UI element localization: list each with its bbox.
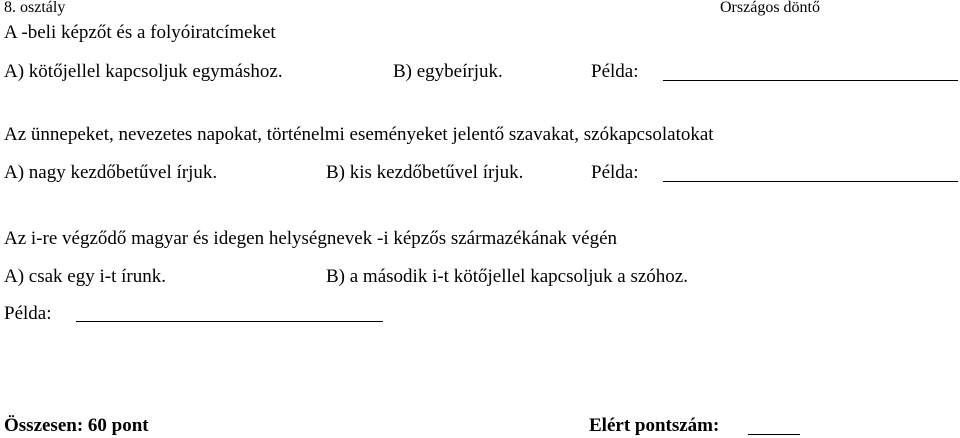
q2-example-blank[interactable] bbox=[663, 181, 958, 182]
q2-option-a: A) nagy kezdőbetűvel írjuk. bbox=[4, 162, 218, 183]
q3-example-blank[interactable] bbox=[76, 321, 383, 322]
q1-example-blank[interactable] bbox=[663, 80, 958, 81]
q3-title: Az i-re végződő magyar és idegen helységnevek -i képzős származékának végén bbox=[4, 228, 618, 249]
q1-example-label: Példa: bbox=[591, 61, 639, 82]
achieved-points-blank[interactable] bbox=[748, 434, 800, 435]
q3-option-b: B) a második i-t kötőjellel kapcsoljuk a szóhoz. bbox=[326, 266, 688, 287]
q3-example-label: Példa: bbox=[4, 303, 52, 324]
q1-title: A -beli képzőt és a folyóiratcímeket bbox=[4, 22, 276, 43]
q2-title: Az ünnepeket, nevezetes napokat, történelmi eseményeket jelentő szavakat, szókapcsolatokat bbox=[4, 124, 714, 145]
q2-option-b: B) kis kezdőbetűvel írjuk. bbox=[326, 162, 524, 183]
competition-label: Országos döntő bbox=[720, 0, 820, 16]
q3-option-a: A) csak egy i-t írunk. bbox=[4, 266, 166, 287]
achieved-points-label: Elért pontszám: bbox=[589, 415, 720, 436]
grade-label: 8. osztály bbox=[4, 0, 66, 16]
q2-example-label: Példa: bbox=[591, 162, 639, 183]
total-points: Összesen: 60 pont bbox=[4, 415, 149, 436]
q1-option-b: B) egybeírjuk. bbox=[393, 61, 503, 82]
q1-option-a: A) kötőjellel kapcsoljuk egymáshoz. bbox=[4, 61, 283, 82]
